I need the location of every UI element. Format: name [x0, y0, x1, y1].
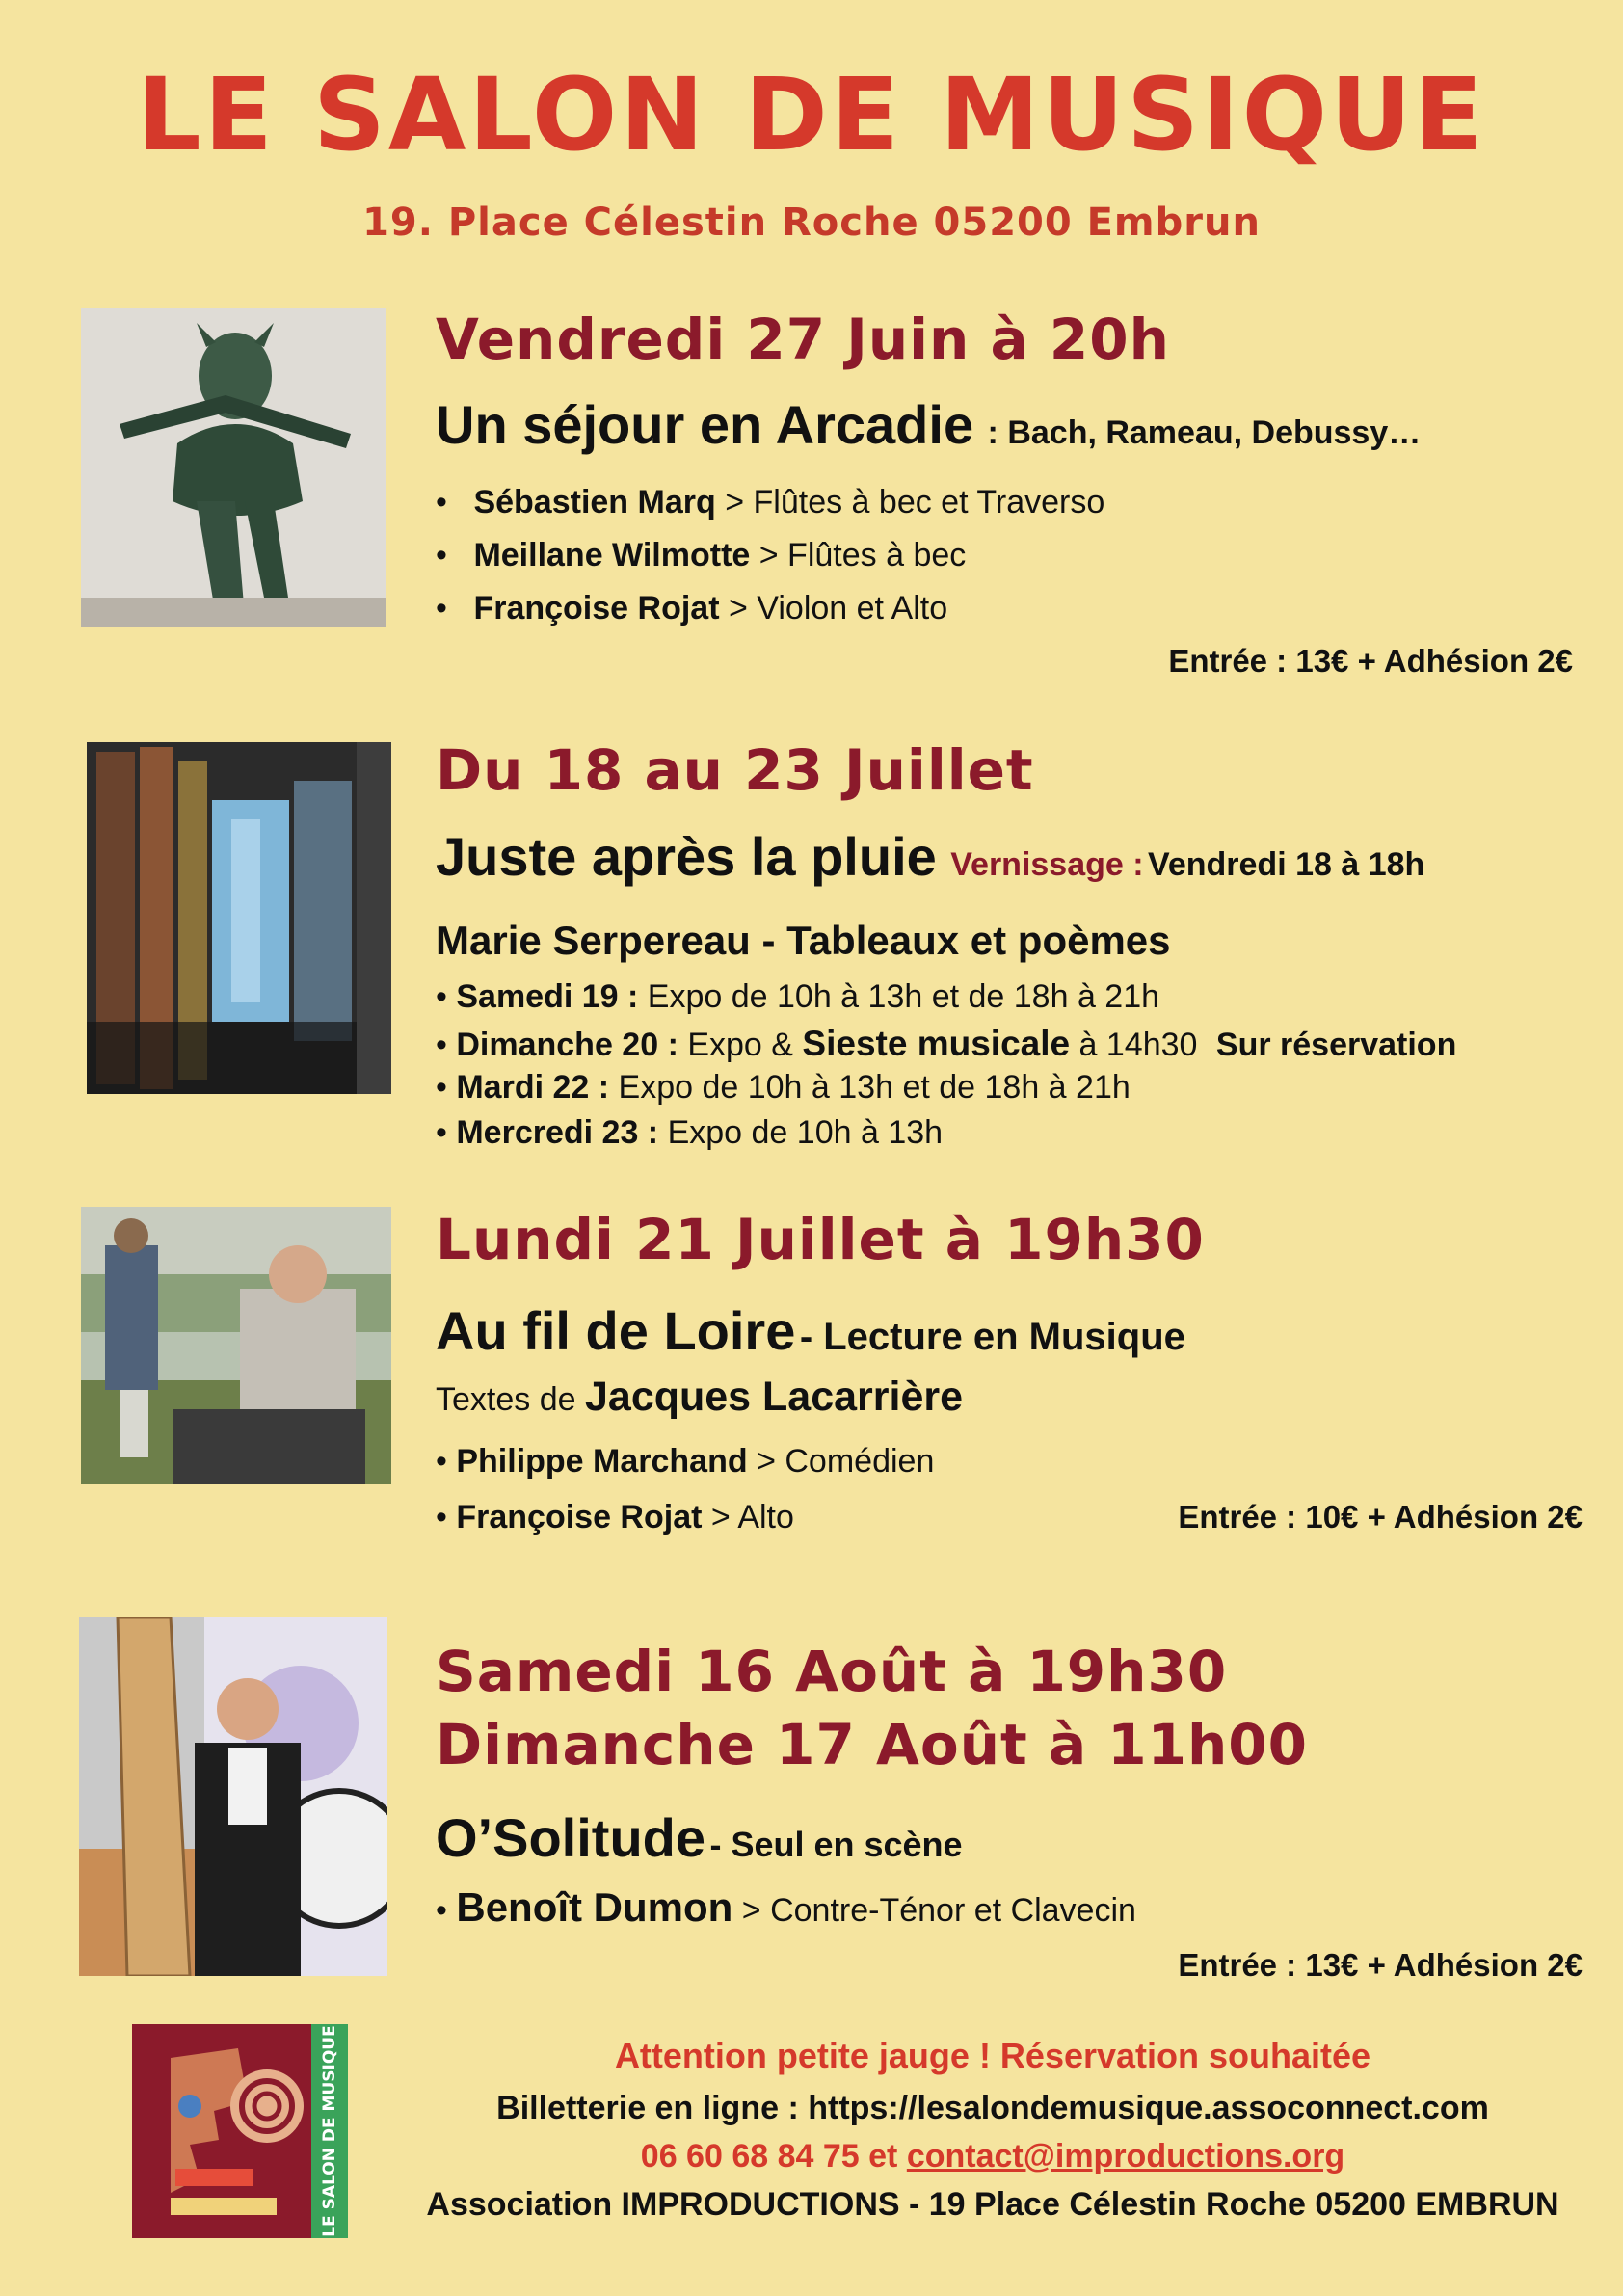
salon-de-musique-logo [132, 2024, 348, 2238]
performer-role: > Violon et Alto [728, 590, 948, 627]
event4-price: Entrée : 13€ + Adhésion 2€ [1178, 1947, 1583, 1983]
schedule-item: • Samedi 19 : Expo de 10h à 13h et de 18h à 21h [436, 978, 1160, 1015]
performer-role: > Comédien [757, 1443, 935, 1480]
event4-heading [436, 1806, 963, 1869]
reservation-note: Sur réservation [1215, 1027, 1457, 1063]
event4-performer: • Benoît Dumon > Contre-Ténor et Clavecin [436, 1884, 1136, 1930]
performer-name: Benoît Dumon [456, 1884, 733, 1930]
schedule-text: Expo de 10h à 13h et de 18h à 21h [647, 978, 1160, 1015]
event2-title: Juste après la pluie [436, 826, 937, 887]
schedule-text: Expo de 10h à 13h et de 18h à 21h [618, 1069, 1131, 1106]
event3-heading [436, 1299, 1185, 1362]
countertenor-with-harpsichord-photo [79, 1617, 387, 1976]
schedule-item: • Dimanche 20 : Expo & Sieste musicale à 14h30 Sur réservation [436, 1024, 1457, 1063]
faun-statue-photo [81, 308, 386, 627]
online-ticketing: Billetterie en ligne : https://lesalondemusique.assoconnect.com [496, 2090, 1489, 2126]
abstract-painting [87, 742, 391, 1094]
performer-role: > Contre-Ténor et Clavecin [741, 1892, 1136, 1929]
event2-artist-line: Marie Serpereau - Tableaux et poèmes [436, 918, 1171, 963]
schedule-text: Expo & [687, 1027, 793, 1063]
performer-role: > Flûtes à bec et Traverso [725, 484, 1105, 521]
event2-heading [436, 825, 1424, 888]
performer-name: Philippe Marchand [456, 1443, 748, 1480]
phone-number: 06 60 68 84 75 et [640, 2138, 898, 2175]
event3-title: Au fil de Loire [436, 1300, 796, 1361]
schedule-item: • Mercredi 23 : Expo de 10h à 13h [436, 1114, 944, 1151]
performer-name: Françoise Rojat [473, 590, 720, 627]
texts-author: Jacques Lacarrière [584, 1374, 964, 1420]
event3-performer: • Philippe Marchand > Comédien [436, 1443, 935, 1480]
event1-date: Vendredi 27 Juin à 20h [436, 307, 1170, 372]
vernissage-date: Vendredi 18 à 18h [1148, 846, 1425, 883]
event1-price: Entrée : 13€ + Adhésion 2€ [1168, 643, 1573, 679]
event3-date: Lundi 21 Juillet à 19h30 [436, 1207, 1205, 1272]
logo-vertical-label-box [311, 2024, 348, 2238]
event3-performer: • Françoise Rojat > Alto [436, 1499, 794, 1535]
performer-name: Sébastien Marq [473, 484, 716, 521]
event4-subtitle: - Seul en scène [709, 1825, 963, 1864]
performer-role: > Alto [710, 1499, 794, 1535]
performer-name: Françoise Rojat [456, 1499, 703, 1535]
event3-subtitle: - Lecture en Musique [799, 1316, 1185, 1358]
event3-price: Entrée : 10€ + Adhésion 2€ [1178, 1499, 1583, 1535]
event1-heading [436, 393, 1421, 456]
sieste-highlight: Sieste musicale [802, 1024, 1071, 1063]
logo-vertical-label: LE SALON DE MUSIQUE [320, 2025, 339, 2237]
poster-title: LE SALON DE MUSIQUE [137, 56, 1486, 174]
event1-performer [436, 590, 947, 627]
venue-address: 19. Place Célestin Roche 05200 Embrun [362, 200, 1261, 245]
event2-date: Du 18 au 23 Juillet [436, 737, 1034, 803]
schedule-item: • Mardi 22 : Expo de 10h à 13h et de 18h à 21h [436, 1069, 1131, 1106]
association-address: Association IMPRODUCTIONS - 19 Place Célestin Roche 05200 EMBRUN [426, 2186, 1559, 2223]
schedule-day: Dimanche 20 : [456, 1027, 678, 1063]
event1-subtitle: : Bach, Rameau, Debussy… [987, 414, 1422, 451]
texts-prefix: Textes de [436, 1381, 576, 1418]
event3-texts-credit [436, 1374, 963, 1421]
event4-date-sunday: Dimanche 17 Août à 11h00 [436, 1712, 1308, 1777]
reading-by-river-photo [81, 1207, 391, 1484]
capacity-warning: Attention petite jauge ! Réservation souhaitée [614, 2036, 1371, 2075]
performer-role: > Flûtes à bec [758, 537, 967, 574]
event1-performer [436, 484, 1104, 521]
contact-email-link[interactable]: contact@improductions.org [906, 2138, 1345, 2175]
event4-date-saturday: Samedi 16 Août à 19h30 [436, 1639, 1228, 1704]
event1-performer [436, 537, 966, 574]
schedule-text: à 14h30 [1078, 1027, 1198, 1063]
schedule-day: Mardi 22 : [456, 1069, 610, 1106]
event1-title: Un séjour en Arcadie [436, 394, 974, 455]
schedule-day: Samedi 19 : [456, 978, 639, 1015]
performer-name: Meillane Wilmotte [473, 537, 751, 574]
schedule-text: Expo de 10h à 13h [667, 1114, 944, 1151]
vernissage-label: Vernissage : [950, 846, 1144, 883]
schedule-day: Mercredi 23 : [456, 1114, 659, 1151]
contact-line [366, 2138, 1619, 2176]
event4-title: O’Solitude [436, 1807, 705, 1868]
